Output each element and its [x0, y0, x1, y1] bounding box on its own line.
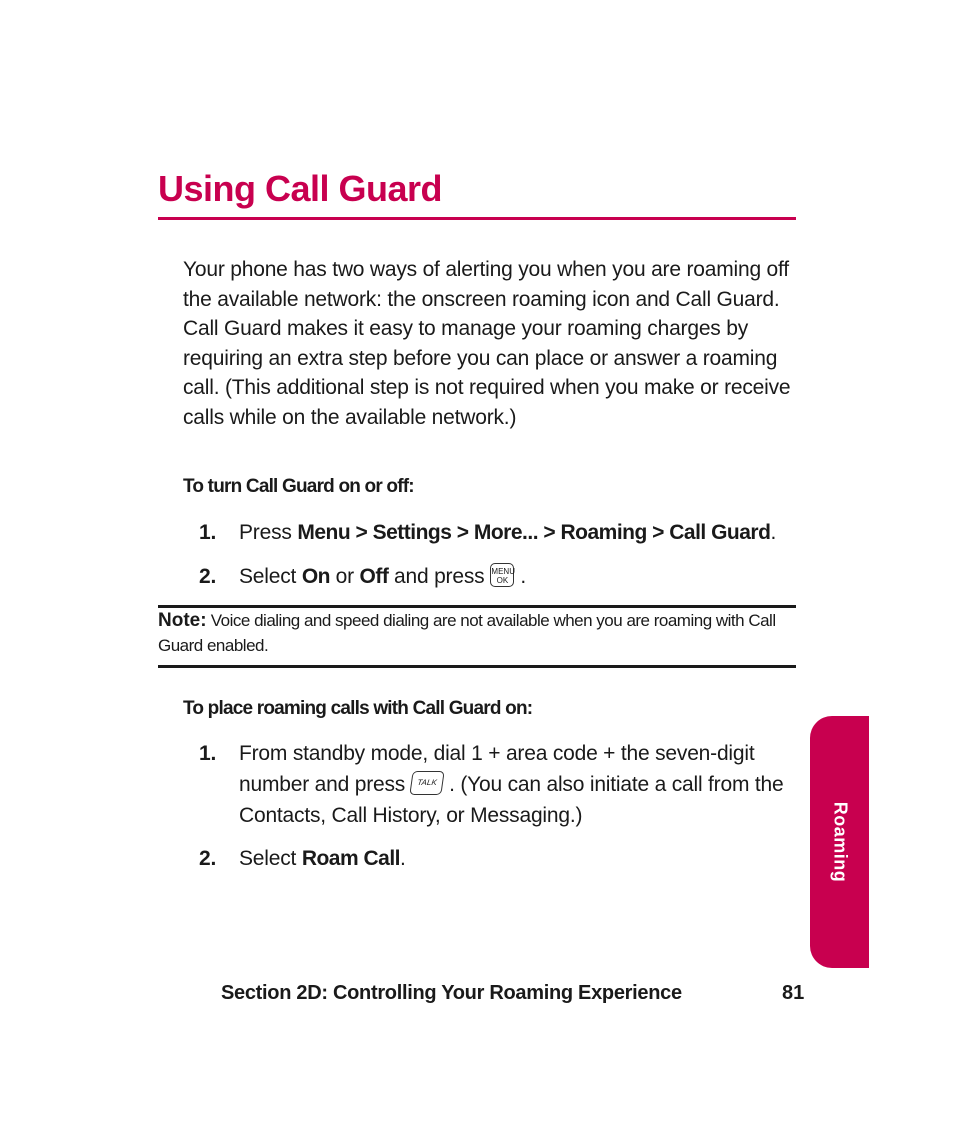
step-or: or	[329, 565, 360, 588]
step-text	[239, 561, 799, 592]
step-prefix: Press	[239, 521, 298, 544]
step-select: Select	[239, 565, 302, 588]
step-number: 2.	[199, 847, 217, 870]
step-suffix: .	[770, 521, 777, 544]
note-box	[158, 608, 796, 658]
note-label: Note:	[158, 610, 207, 631]
place-calls-heading: To place roaming calls with Call Guard on:	[183, 698, 533, 719]
page-title: Using Call Guard	[158, 168, 443, 209]
step-number: 2.	[199, 565, 217, 588]
menu-ok-key-icon	[490, 563, 514, 587]
step-text-before: From standby mode, dial 1 + area code + the seven-digit number and press	[239, 742, 755, 796]
note-text: Voice dialing and speed dialing are not available when you are roaming with Call Guard enabled.	[158, 611, 776, 655]
step-suffix: .	[520, 565, 527, 588]
talk-key-icon: TALK	[409, 771, 444, 795]
place-calls-step-1	[199, 738, 799, 831]
option-on: On	[301, 565, 330, 588]
menu-path: Menu > Settings > More... > Roaming > Call Guard	[297, 521, 771, 544]
option-roam-call: Roam Call	[301, 847, 401, 870]
step-text	[239, 843, 799, 874]
menu-key-label: MENU	[491, 567, 515, 577]
step-number: 1.	[199, 742, 217, 765]
turn-on-off-heading: To turn Call Guard on or off:	[183, 476, 414, 497]
option-off: Off	[359, 565, 389, 588]
step-text	[239, 738, 799, 831]
footer-section-title: Section 2D: Controlling Your Roaming Experience	[221, 982, 682, 1004]
step-text-after: . (You can also initiate a call from the Contacts, Call History, or Messaging.)	[239, 773, 784, 827]
step-text	[239, 517, 799, 548]
step-number: 1.	[199, 521, 217, 544]
title-divider	[158, 217, 796, 220]
step-suffix: .	[400, 847, 406, 870]
section-tab-label: Roaming	[830, 801, 850, 883]
ok-key-label: OK	[496, 576, 509, 586]
step-select: Select	[239, 847, 302, 870]
page-number: 81	[782, 982, 805, 1004]
intro-paragraph: Your phone has two ways of alerting you when you are roaming off the available network: the onscreen roaming icon and Call Guard. Call Guard makes it easy to manage your roaming charges by requiring an extra step before you can place or answer a roaming call. (This additional step is not required when you make or receive calls while on the available network.)	[183, 258, 791, 429]
section-tab	[810, 716, 869, 968]
note-bottom-rule	[158, 665, 796, 668]
place-calls-step-2	[199, 843, 799, 874]
turn-on-off-step-1	[199, 517, 799, 548]
turn-on-off-step-2	[199, 561, 799, 592]
step-and-press: and press	[388, 565, 485, 588]
